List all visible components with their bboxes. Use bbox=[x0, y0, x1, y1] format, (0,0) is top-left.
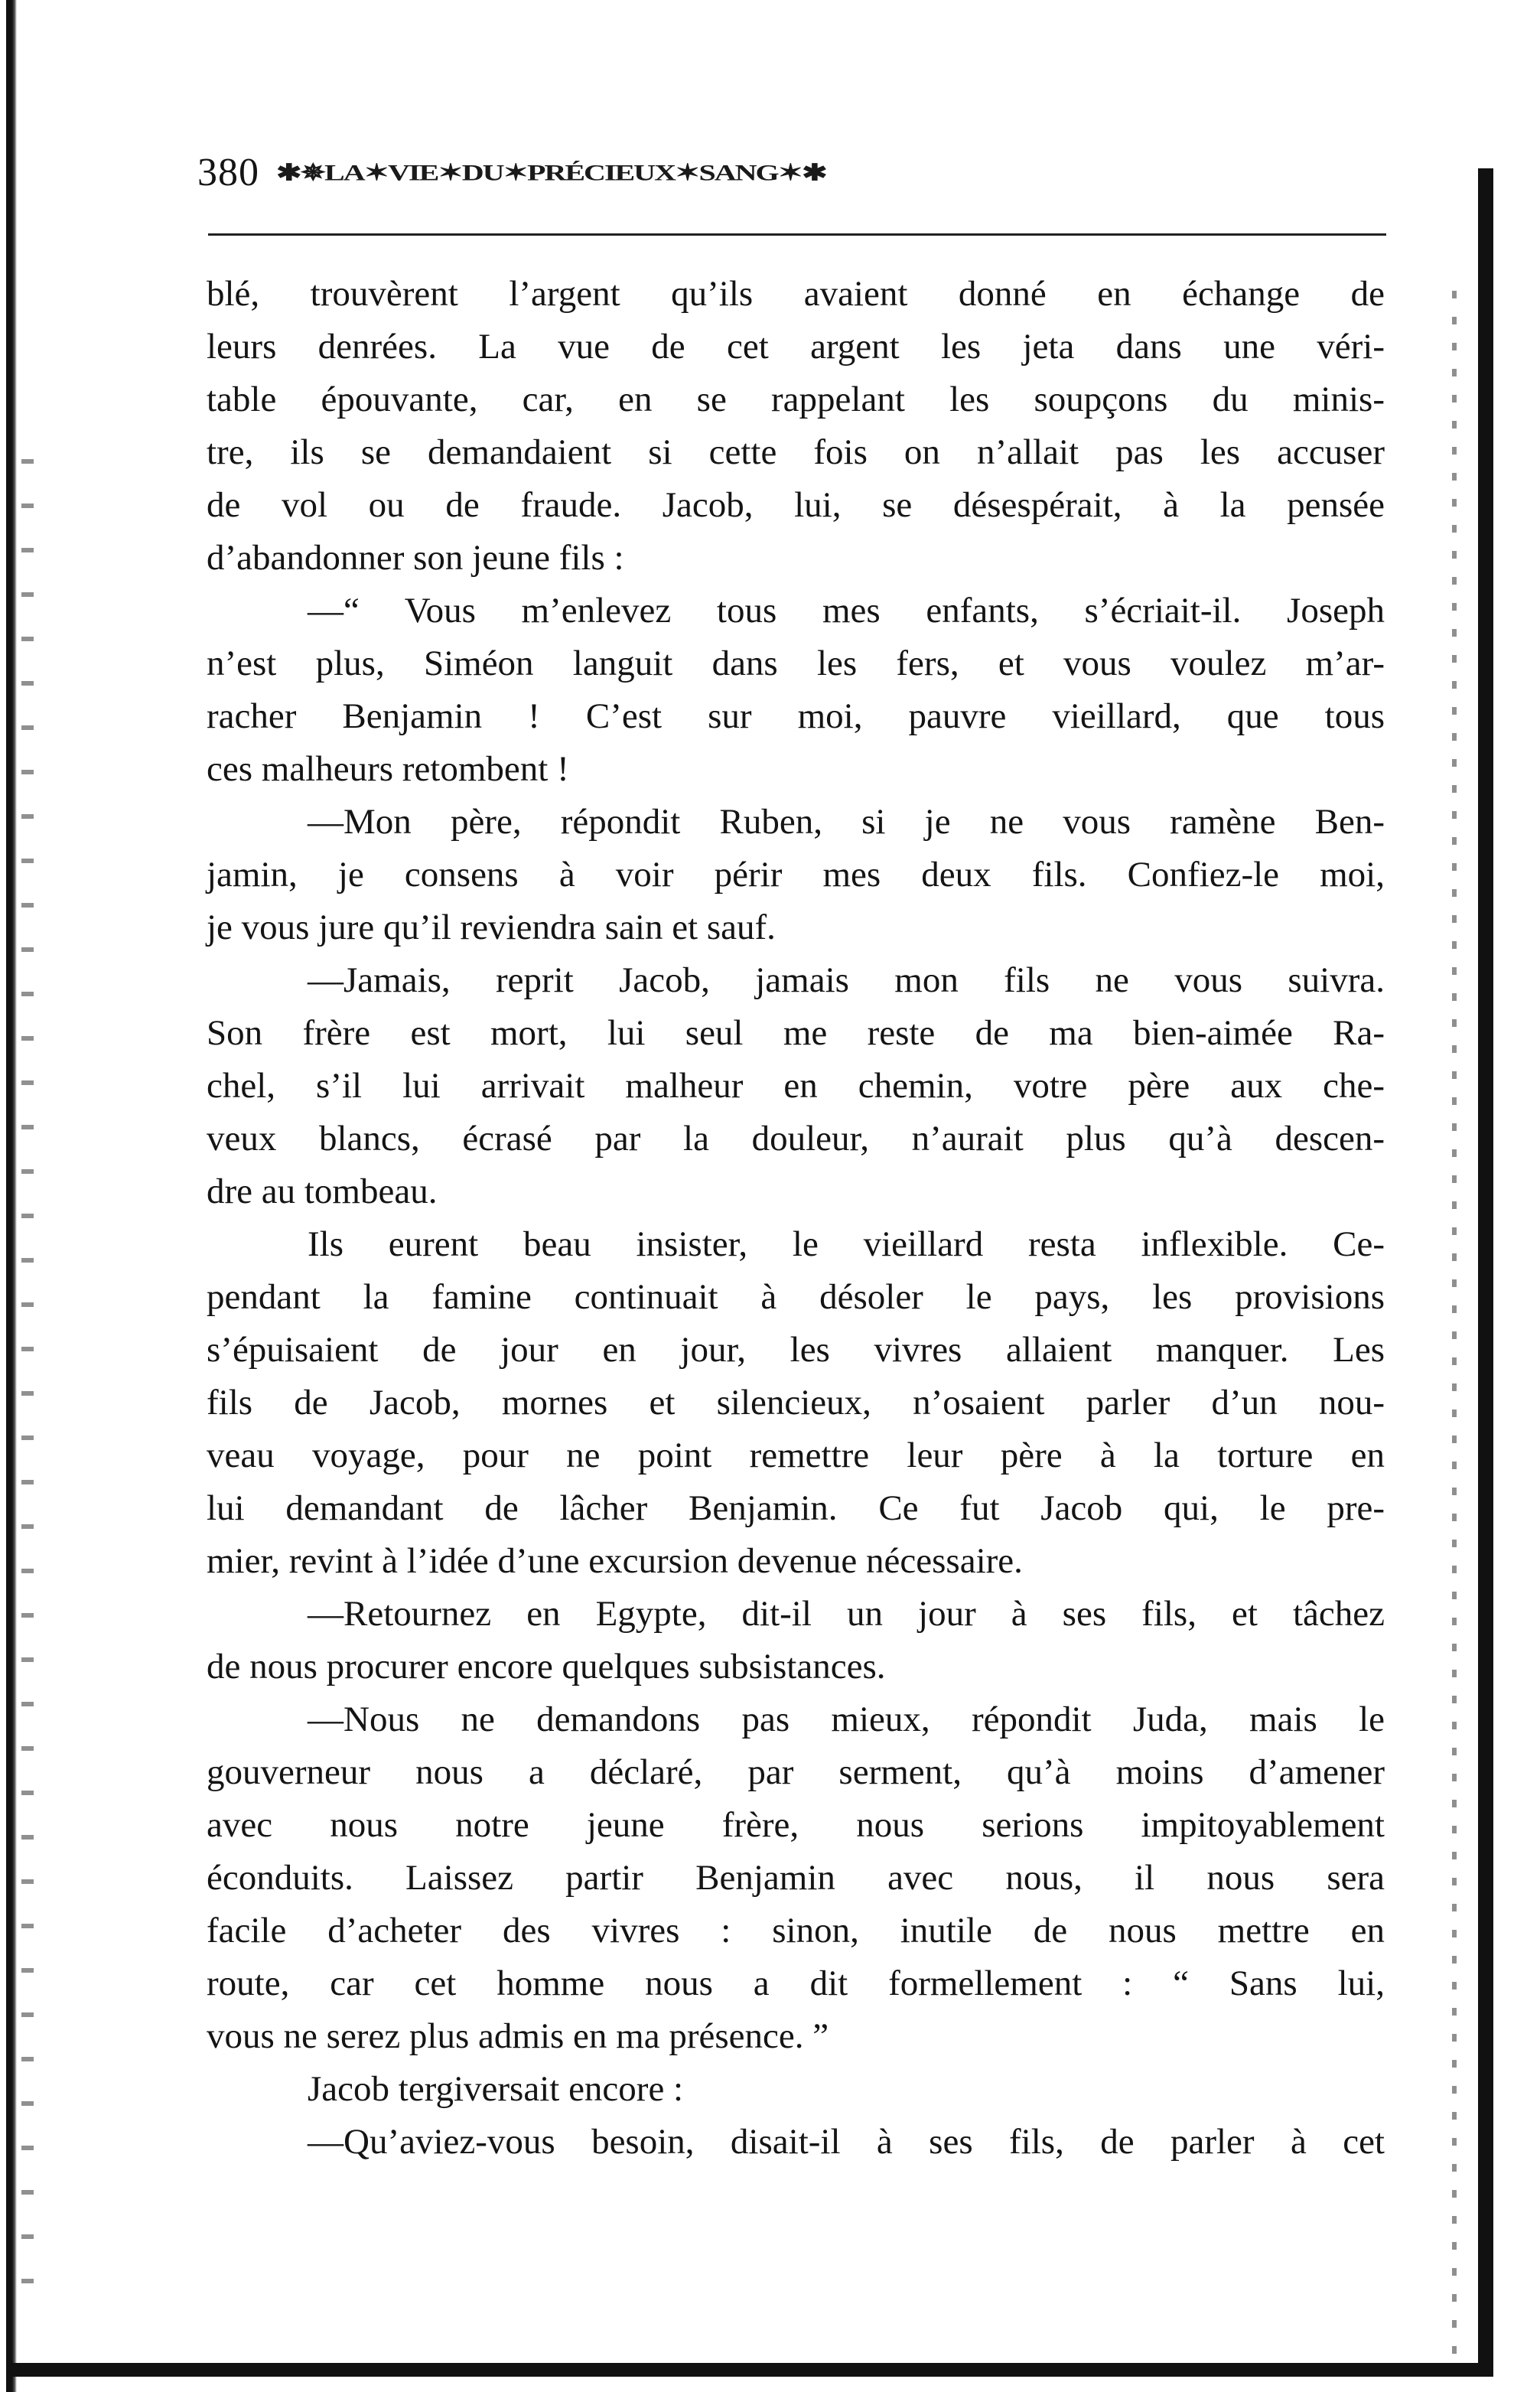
running-title-ornament: ✱✵LA✶VIE✶DU✶PRÉCIEUX✶SANG✶✱ bbox=[276, 159, 826, 185]
text-line: s’épuisaient de jour en jour, les vivres allaient manquer. Les bbox=[207, 1330, 1385, 1370]
text-line: route, car cet homme nous a dit formellement : “ Sans lui, bbox=[207, 1963, 1385, 2003]
text-line: —Jamais, reprit Jacob, jamais mon fils ne vous suivra. bbox=[308, 960, 1385, 1000]
text-line: gouverneur nous a déclaré, par serment, qu’à moins d’amener bbox=[207, 1752, 1385, 1792]
scan-border-right bbox=[1478, 168, 1493, 2377]
scan-edge-marks bbox=[21, 459, 34, 2296]
text-line: avec nous notre jeune frère, nous serions impitoyablement bbox=[207, 1805, 1385, 1845]
text-line: de nous procurer encore quelques subsistances. bbox=[207, 1647, 886, 1686]
header-rule bbox=[208, 233, 1386, 236]
text-line: mier, revint à l’idée d’une excursion devenue nécessaire. bbox=[207, 1541, 1023, 1581]
page-body-text bbox=[207, 268, 1385, 2169]
text-line: chel, s’il lui arrivait malheur en chemin, votre père aux che- bbox=[207, 1066, 1385, 1106]
scan-border-left bbox=[6, 0, 17, 2392]
text-line: leurs denrées. La vue de cet argent les jeta dans une véri- bbox=[207, 327, 1385, 367]
text-line: pendant la famine continuait à désoler le pays, les provisions bbox=[207, 1277, 1385, 1317]
text-line: blé, trouvèrent l’argent qu’ils avaient donné en échange de bbox=[207, 274, 1385, 314]
text-line: facile d’acheter des vivres : sinon, inutile de nous mettre en bbox=[207, 1911, 1385, 1950]
running-header bbox=[197, 145, 1383, 199]
text-line: veux blancs, écrasé par la douleur, n’aurait plus qu’à descen- bbox=[207, 1119, 1385, 1159]
text-line: tre, ils se demandaient si cette fois on n’allait pas les accuser bbox=[207, 432, 1385, 472]
text-line: —Nous ne demandons pas mieux, répondit Juda, mais le bbox=[308, 1699, 1385, 1739]
text-line: d’abandonner son jeune fils : bbox=[207, 538, 624, 578]
text-line: lui demandant de lâcher Benjamin. Ce fut Jacob qui, le pre- bbox=[207, 1488, 1385, 1528]
text-line: Ils eurent beau insister, le vieillard resta inflexible. Ce- bbox=[308, 1224, 1385, 1264]
text-line: de vol ou de fraude. Jacob, lui, se désespérait, à la pensée bbox=[207, 485, 1385, 525]
text-line: —Qu’aviez-vous besoin, disait-il à ses fils, de parler à cet bbox=[308, 2122, 1385, 2162]
text-line: —“ Vous m’enlevez tous mes enfants, s’écriait-il. Joseph bbox=[308, 591, 1385, 631]
text-line: fils de Jacob, mornes et silencieux, n’osaient parler d’un nou- bbox=[207, 1383, 1385, 1422]
text-line: n’est plus, Siméon languit dans les fers, et vous voulez m’ar- bbox=[207, 644, 1385, 683]
text-line: jamin, je consens à voir périr mes deux fils. Confiez-le moi, bbox=[207, 855, 1385, 895]
text-line: Son frère est mort, lui seul me reste de ma bien-aimée Ra- bbox=[207, 1013, 1385, 1053]
text-line: Jacob tergiversait encore : bbox=[308, 2069, 684, 2109]
text-line: racher Benjamin ! C’est sur moi, pauvre vieillard, que tous bbox=[207, 696, 1385, 736]
scan-inner-edge bbox=[1452, 291, 1457, 2357]
page-number: 380 bbox=[197, 150, 259, 194]
text-line: table épouvante, car, en se rappelant les soupçons du minis- bbox=[207, 380, 1385, 419]
text-line: vous ne serez plus admis en ma présence. ” bbox=[207, 2016, 829, 2056]
text-line: éconduits. Laissez partir Benjamin avec nous, il nous sera bbox=[207, 1858, 1385, 1898]
text-line: —Retournez en Egypte, dit-il un jour à ses fils, et tâchez bbox=[308, 1594, 1385, 1634]
text-line: veau voyage, pour ne point remettre leur père à la torture en bbox=[207, 1436, 1385, 1475]
scan-border-bottom bbox=[6, 2363, 1493, 2377]
text-line: je vous jure qu’il reviendra sain et sauf. bbox=[207, 908, 776, 947]
text-line: —Mon père, répondit Ruben, si je ne vous ramène Ben- bbox=[308, 802, 1385, 842]
text-line: dre au tombeau. bbox=[207, 1172, 438, 1211]
text-line: ces malheurs retombent ! bbox=[207, 749, 569, 789]
